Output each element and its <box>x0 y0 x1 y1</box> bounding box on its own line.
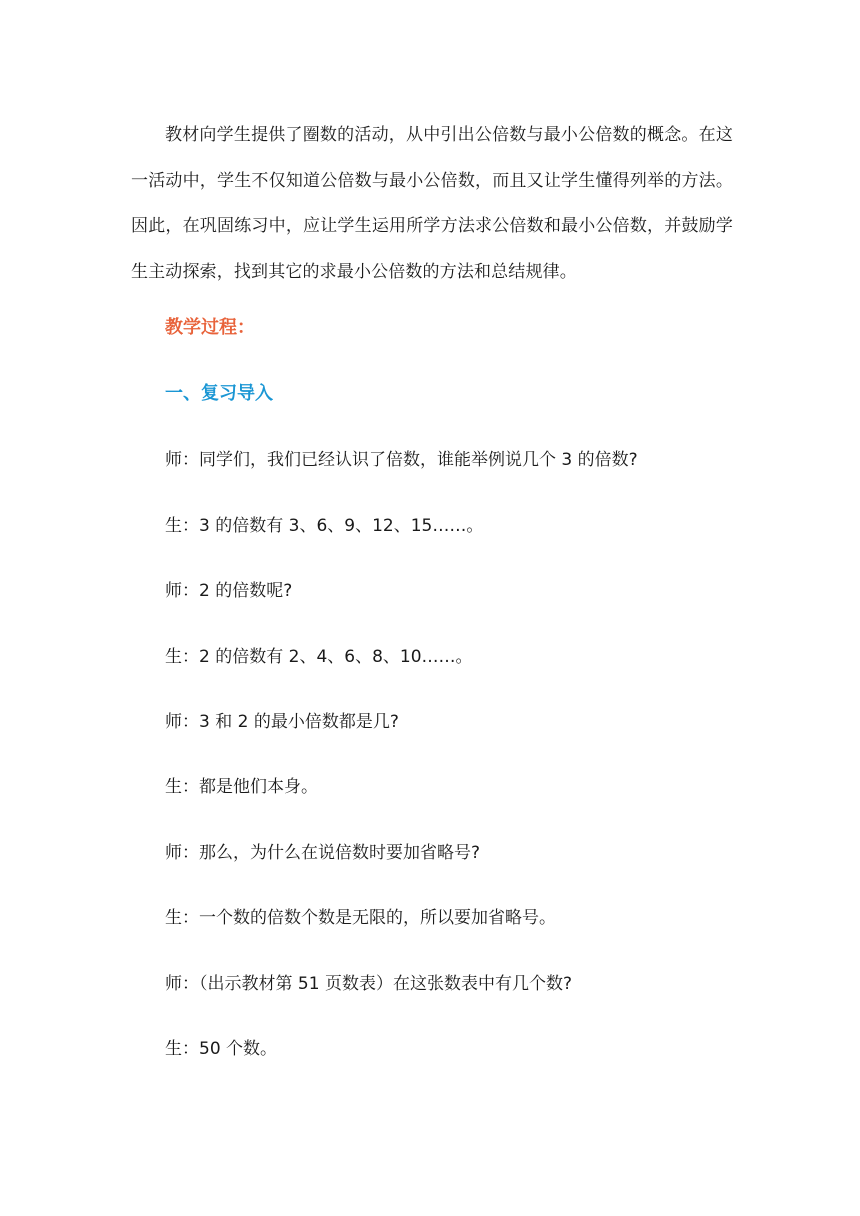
dialogue-line: 师：3 和 2 的最小倍数都是几? <box>165 712 399 732</box>
dialogue-line: 生：都是他们本身。 <box>165 777 318 797</box>
dialogue-line: 生：50 个数。 <box>165 1039 278 1059</box>
dialogue-line: 生：3 的倍数有 3、6、9、12、15……。 <box>165 516 484 536</box>
intro-paragraph: 教材向学生提供了圈数的活动，从中引出公倍数与最小公倍数的概念。在这一活动中，学生不仅知道公倍数与最小公倍数，而且又让学生懂得列举的方法。因此，在巩固练习中，应让学生运用所学方法求公倍数和最小公倍数，并鼓励学生主动探索，找到其它的求最小公倍数的方法和总结规律。 <box>131 125 733 282</box>
dialogue-line: 生：2 的倍数有 2、4、6、8、10……。 <box>165 647 473 667</box>
section-heading-teaching-process: 教学过程： <box>165 317 255 338</box>
dialogue-line: 师：那么，为什么在说倍数时要加省略号? <box>165 843 481 863</box>
dialogue-line: 师：（出示教材第 51 页数表）在这张数表中有几个数? <box>165 974 572 994</box>
dialogue-line: 师：同学们，我们已经认识了倍数，谁能举例说几个 3 的倍数? <box>165 450 638 470</box>
section-heading-review: 一、复习导入 <box>165 383 273 404</box>
dialogue-line: 生：一个数的倍数个数是无限的，所以要加省略号。 <box>165 908 556 928</box>
dialogue-line: 师：2 的倍数呢? <box>165 581 293 601</box>
